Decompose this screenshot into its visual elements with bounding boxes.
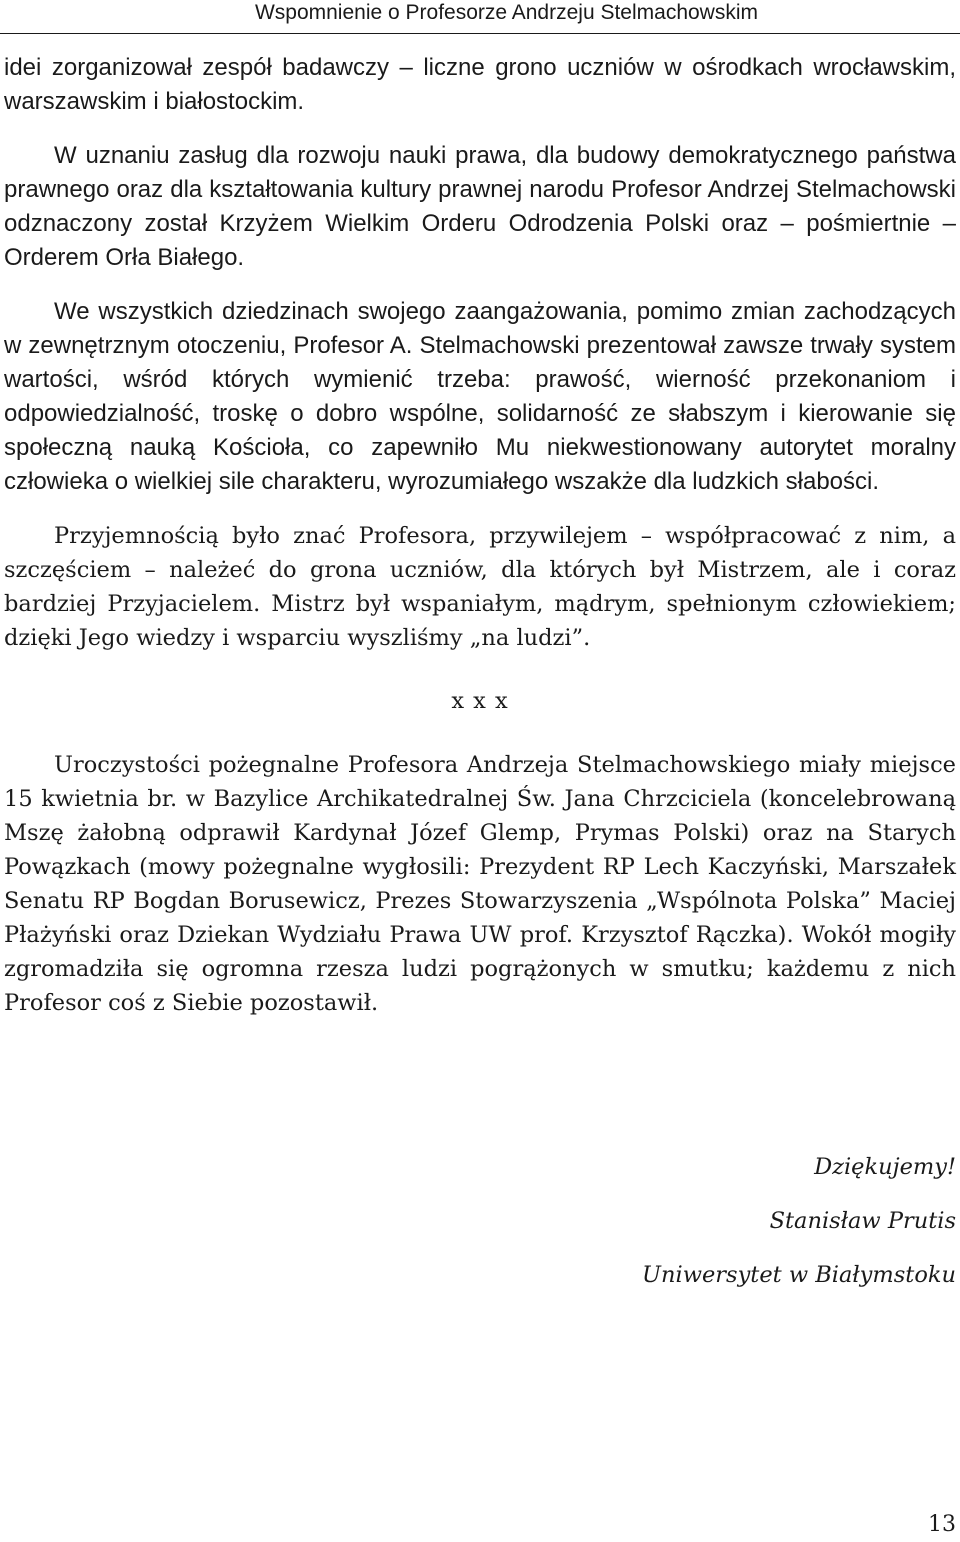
page-number: 13 [928,1512,956,1537]
paragraph-continuation: idei zorganizował zespół badawczy – liczne grono uczniów w ośrodkach wrocławskim, warszawskim i białostockim. [4,54,956,115]
running-header-title: Wspomnienie o Profesorze Andrzeju Stelmachowskim [254,1,758,24]
paragraph-tribute: Przyjemnością było znać Profesora, przywilejem – współpracować z nim, a szczęściem – należeć do grona uczniów, dla których był Mistrzem, ale i coraz bardziej Przyjacielem. Mistrz był wspaniałym, mądrym, spełnionym człowiekiem; dzięki Jego wiedzy i wsparciu wyszliśmy „na ludzi”. [4,523,956,651]
paragraph-honours: W uznaniu zasług dla rozwoju nauki prawa, dla budowy demokratycznego państwa prawnego oraz dla kształtowania kultury prawnej narodu Profesor Andrzej Stelmachowski odznaczony został Krzyżem Wielkim Orderu Odrodzenia Polski oraz – pośmiertnie – Orderem Orła Białego. [4,142,956,271]
page-header [0,0,960,42]
signature-author-name: Stanisław Prutis [769,1208,956,1234]
paragraph-values: We wszystkich dziedzinach swojego zaangażowania, pomimo zmian zachodzących w zewnętrznym otoczeniu, Profesor A. Stelmachowski prezentował zawsze trwały system wartości, wśród których wymienić trzeba: prawość, wierność przekonaniom i odpowiedzialność, troskę o dobro wspólne, solidarność ze słabszym i kierowanie się społeczną nauką Kościoła, co zapewniło Mu niekwestionowany autorytet moralny człowieka o wielkiej sile charakteru, wyrozumiałego wszakże dla ludzkich słabości. [4,298,956,495]
article-body [4,51,956,1020]
header-rule [0,33,960,34]
section-separator: x x x [451,688,509,714]
signature-affiliation: Uniwersytet w Białymstoku [642,1262,956,1288]
signature-thanks: Dziękujemy! [814,1154,956,1180]
paragraph-funeral: Uroczystości pożegnalne Profesora Andrzeja Stelmachowskiego miały miejsce 15 kwietnia br. w Bazylice Archikatedralnej Św. Jana Chrzciciela (koncelebrowaną Mszę żałobną odprawił Kardynał Józef Glemp, Prymas Polski) oraz na Starych Powązkach (mowy pożegnalne wygłosili: Prezydent RP Lech Kaczyński, Marszałek Senatu RP Bogdan Borusewicz, Prezes Stowarzyszenia „Wspólnota Polska” Maciej Płażyński oraz Dziekan Wydziału Prawa UW prof. Krzysztof Rączka). Wokół mogiły zgromadziła się ogromna rzesza ludzi pogrążonych w smutku; każdemu z nich Profesor coś z Siebie pozostawił. [4,752,956,1016]
